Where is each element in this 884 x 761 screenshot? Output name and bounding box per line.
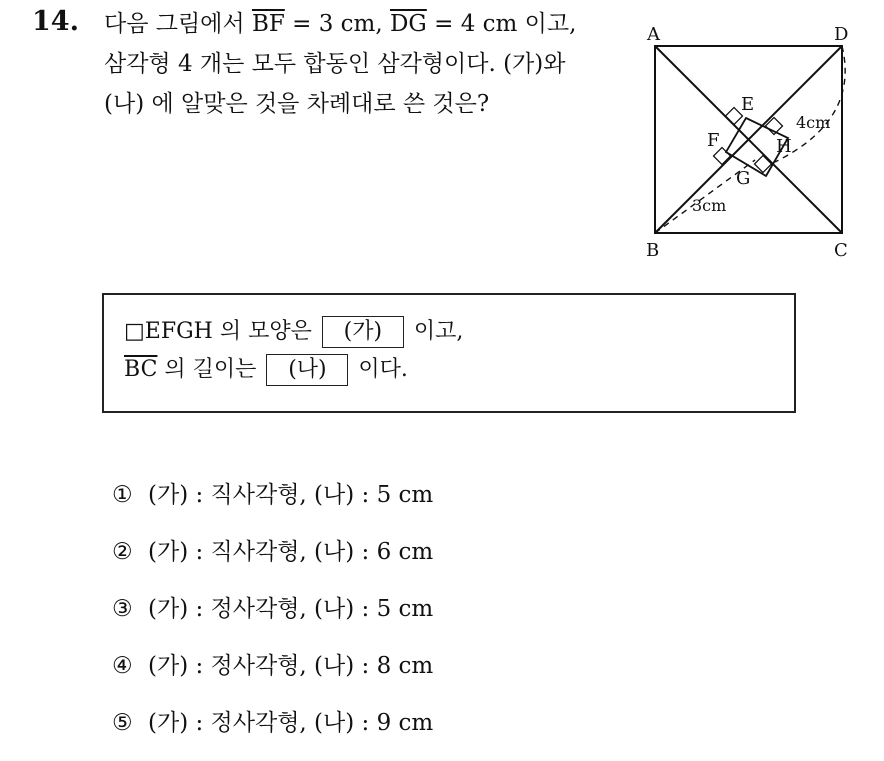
segment-bf: $\overline{BF}$: [251, 11, 285, 37]
label-c: C: [834, 240, 848, 261]
choice-text: (가) : 정사각형, (나) : 9 cm: [148, 710, 434, 736]
choice-number: ⑤: [112, 710, 133, 736]
right-angle-e: [726, 108, 743, 125]
box-line-2: [124, 351, 774, 389]
label-d: D: [834, 24, 849, 45]
choice-1[interactable]: [112, 476, 433, 533]
answer-choices: [112, 476, 433, 761]
choice-3[interactable]: [112, 590, 433, 647]
box-line-2-mid: 의 길이는: [157, 357, 257, 382]
choice-text: (가) : 직사각형, (나) : 6 cm: [148, 539, 434, 565]
choice-number: ②: [112, 539, 133, 565]
question-line-1-mid: = 3 cm,: [284, 11, 390, 37]
segment-dg: $\overline{DG}$: [389, 11, 427, 37]
geometry-figure: [636, 18, 866, 268]
box-line-2-post: 이다.: [358, 357, 408, 382]
question-text: [104, 4, 624, 124]
label-e: E: [741, 94, 755, 115]
box-line-1: [124, 313, 774, 351]
choice-number: ④: [112, 653, 133, 679]
box-line-1-post: 이고,: [413, 319, 464, 344]
blank-ga: (가): [322, 316, 404, 348]
choice-text: (가) : 정사각형, (나) : 8 cm: [148, 653, 434, 679]
blank-na: (나): [266, 354, 348, 386]
segment-bc: $\overline{BC}$: [124, 357, 158, 382]
question-line-2: 삼각형 4 개는 모두 합동인 삼각형이다. (가)와: [104, 51, 566, 77]
question-line-1: [104, 4, 624, 44]
choice-number: ③: [112, 596, 133, 622]
question-line-1-pre: 다음 그림에서: [104, 11, 252, 37]
choice-4[interactable]: [112, 647, 433, 704]
question-line-1-post: = 4 cm 이고,: [426, 11, 577, 37]
label-h: H: [776, 136, 792, 157]
length-bg: 3cm: [692, 196, 727, 215]
label-f: F: [707, 130, 720, 151]
question-line-3: (나) 에 알맞은 것을 차례대로 쓴 것은?: [104, 91, 490, 117]
length-dh: 4cm: [796, 113, 831, 132]
choice-text: (가) : 직사각형, (나) : 5 cm: [148, 482, 434, 508]
choice-text: (가) : 정사각형, (나) : 5 cm: [148, 596, 434, 622]
choice-2[interactable]: [112, 533, 433, 590]
label-b: B: [646, 240, 660, 261]
question-number: 14.: [32, 6, 79, 37]
box-line-1-pre: □EFGH 의 모양은: [124, 319, 312, 344]
fill-in-box: [102, 293, 796, 413]
label-a: A: [647, 24, 660, 45]
label-g: G: [736, 168, 751, 189]
choice-5[interactable]: [112, 704, 433, 761]
choice-number: ①: [112, 482, 133, 508]
